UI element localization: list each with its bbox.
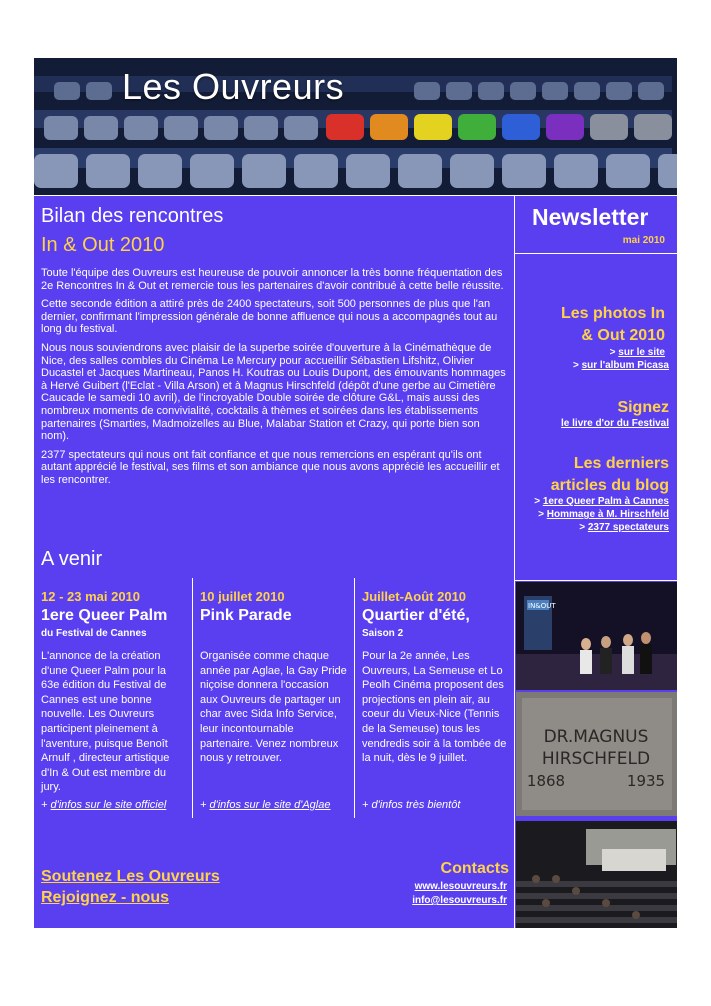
divider	[514, 195, 515, 928]
link-prefix: >	[609, 347, 619, 358]
event-subtitle: Saison 2	[362, 628, 404, 639]
blog-link-queer-palm[interactable]	[534, 496, 669, 507]
divider	[514, 253, 677, 254]
event-date: 10 juillet 2010	[200, 589, 285, 604]
plaque-line2: HIRSCHFELD	[541, 749, 651, 769]
newsletter-heading: Newsletter	[532, 204, 649, 230]
event-info-link[interactable]	[200, 799, 330, 811]
event-date: 12 - 23 mai 2010	[41, 589, 141, 604]
event-title: Pink Parade	[200, 607, 292, 624]
plaque-year-birth: 1868	[526, 772, 566, 790]
event-info-link[interactable]	[41, 799, 166, 811]
plaque-year-death: 1935	[626, 772, 666, 790]
link-prefix: >	[572, 360, 582, 371]
link-prefix: +	[41, 799, 51, 811]
divider	[34, 195, 677, 196]
event-info-text: + d'infos très bientôt	[362, 799, 461, 811]
plaque-image	[516, 692, 677, 816]
header-banner	[34, 58, 677, 195]
contacts-heading: Contacts	[440, 860, 509, 877]
article-paragraph: Cette seconde édition a attiré près de 2400 spectateurs, soit 500 personnes de plus que l'an dernier, confirmant l'impression générale de bonne affluence qui nous a accompagnés tout au long du festival.	[41, 298, 498, 336]
website-link[interactable]: www.lesouvreurs.fr	[414, 881, 507, 892]
newsletter-date: mai 2010	[622, 235, 665, 246]
photos-site-link[interactable]	[610, 347, 665, 358]
event-body: Organisée comme chaque année par Aglae, la Gay Pride niçoise donnera l'occasion aux Ouvreurs de partager un char avec Sida Info Service, leur incontournable partenaire. Venez nombreux nous y retrouver.	[200, 650, 347, 765]
site-title: Les Ouvreurs	[122, 66, 345, 107]
event-subtitle: du Festival de Cannes	[41, 628, 147, 639]
article-subtitle: In & Out 2010	[41, 234, 165, 256]
event-title: 1ere Queer Palm	[41, 607, 168, 624]
link-label[interactable]: sur l'album Picasa	[581, 360, 669, 371]
article-paragraph: 2377 spectateurs qui nous ont fait confiance et que nous remercions en espérant qu'ils ont autant apprécié le festival, ses films et son ambiance que nous avons apprécié les accueillir et les rencontrer.	[41, 448, 500, 486]
link-label[interactable]: sur le site	[618, 347, 665, 358]
hirschfeld-plaque-photo	[516, 692, 677, 816]
article-body	[41, 267, 507, 493]
support-link[interactable]: Soutenez Les Ouvreurs	[41, 868, 220, 885]
cinema-hall-photo	[516, 821, 677, 928]
divider	[192, 578, 193, 818]
poster-text: IN&OUT	[528, 602, 556, 610]
newsletter-page	[34, 58, 677, 928]
link-label[interactable]: le livre d'or du Festival	[561, 418, 669, 429]
divider	[354, 578, 355, 818]
link-label[interactable]: d'infos sur le site officiel	[50, 799, 167, 811]
upcoming-heading: A venir	[41, 548, 103, 570]
event-date: Juillet-Août 2010	[362, 589, 467, 604]
link-prefix: >	[534, 496, 543, 507]
photos-heading-line1: Les photos In	[561, 305, 665, 322]
cinema-hall-image	[516, 821, 677, 928]
event-title: Quartier d'été,	[362, 607, 470, 624]
article-title: Bilan des rencontres	[41, 205, 224, 227]
stage-photo	[516, 582, 677, 690]
blog-link-hirschfeld[interactable]	[538, 509, 669, 520]
link-label[interactable]: 2377 spectateurs	[587, 522, 669, 533]
article-paragraph: Nous nous souviendrons avec plaisir de la superbe soirée d'ouverture à la Cinémathèque de Nice, des salles combles du Cinéma Le Mercury pour accueillir Sébastien Lifshitz, Olivier Ducastel et Jacques Martineau, Panos H. Koutras ou Louis Dupont, des émouvants hommages à Hervé Guibert (l'Eclat - Villa Arson) et à Magnus Hirschfeld (dépôt d'une gerbe au Cimetière Caucade le samedi 10 avril), de l'incroyable Double soirée de clôture G&L, mais aussi des nombreux moments de convivialité, cocktails à thèmes et soirées dans les établissements partenaires (Smarties, Madmoizelles au Blue, Malabar Station et Crazy, qui porte bien son nom).	[41, 341, 506, 443]
link-label[interactable]: Hommage à M. Hirschfeld	[546, 509, 669, 520]
article-paragraph: Toute l'équipe des Ouvreurs est heureuse de pouvoir annoncer la très bonne fréquentation des 2e Rencontres In & Out et remercie tous les partenaires d'avoir contribué à cette belle réussite.	[41, 267, 504, 292]
photos-picasa-link[interactable]	[573, 360, 669, 371]
join-link[interactable]: Rejoignez - nous	[41, 889, 169, 906]
event-body: Pour la 2e année, Les Ouvreurs, La Semeuse et Lo Peolh Cinéma proposent des projections en plein air, au coeur du Vieux-Nice (Tennis de la Semeuse) tous les vendredis soir à la tombée de la nuit, dès le 9 juillet.	[362, 650, 507, 765]
plaque-line1: DR.MAGNUS	[543, 727, 649, 747]
event-body: L'annonce de la création d'une Queer Palm pour la 63e édition du Festival de Cannes est une bonne nouvelle. Les Ouvreurs participent pleinement à l'aventure, puisque Benoît Arnulf , directeur artistique d'In & Out est membre du jury.	[41, 650, 170, 794]
sign-heading: Signez	[617, 399, 669, 416]
blog-heading-line1: Les derniers	[573, 455, 669, 472]
stage-photo-image	[516, 582, 677, 690]
link-label[interactable]: d'infos sur le site d'Aglae	[209, 799, 331, 811]
photos-heading-line2: & Out 2010	[581, 327, 665, 344]
guestbook-link[interactable]	[561, 418, 669, 429]
link-label[interactable]: 1ere Queer Palm à Cannes	[542, 496, 669, 507]
link-prefix: >	[579, 522, 588, 533]
blog-link-spectators[interactable]	[579, 522, 669, 533]
blog-heading-line2: articles du blog	[550, 477, 669, 494]
email-link[interactable]: info@lesouvreurs.fr	[412, 895, 507, 906]
link-prefix: +	[200, 799, 210, 811]
divider	[514, 580, 677, 581]
link-prefix: >	[538, 509, 547, 520]
